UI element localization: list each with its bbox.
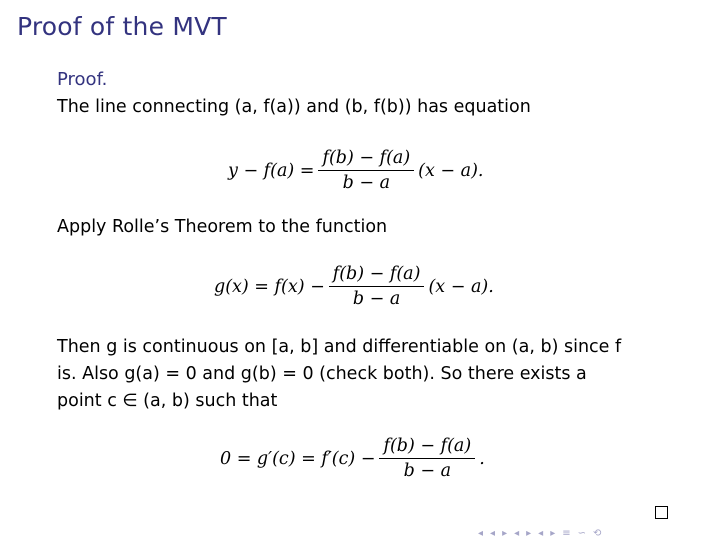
proof-label: Proof. <box>57 69 108 90</box>
equation-line-numerator: f(b) − f(a) <box>318 148 414 171</box>
equation-g-lhs: g(x) = f(x) − <box>214 276 325 297</box>
equation-derivative <box>220 436 485 481</box>
proof-line-5: point c ∈ (a, b) such that <box>57 391 278 411</box>
equation-derivative-rhs: . <box>479 448 485 469</box>
nav-subsection-prev-icon[interactable]: ◂ <box>514 528 520 539</box>
equation-g-numerator: f(b) − f(a) <box>329 264 425 287</box>
qed-box <box>655 506 668 519</box>
equation-line <box>228 148 483 193</box>
nav-subsection-next-icon[interactable]: ▸ <box>526 528 532 539</box>
nav-section-next-icon[interactable]: ▸ <box>550 528 556 539</box>
nav-frame-prev-icon[interactable]: ◂ <box>490 528 496 539</box>
equation-g-fraction <box>329 264 425 309</box>
equation-line-denominator: b − a <box>342 173 391 193</box>
equation-line-rhs: (x − a). <box>418 160 484 181</box>
beamer-navigation-bar <box>478 528 601 539</box>
equation-derivative-numerator: f(b) − f(a) <box>379 436 475 459</box>
nav-search-icon[interactable]: ⟲ <box>593 528 602 539</box>
slide-title: Proof of the MVT <box>17 12 227 41</box>
nav-section-prev-icon[interactable]: ◂ <box>538 528 544 539</box>
equation-g <box>214 264 494 309</box>
equation-line-fraction <box>318 148 414 193</box>
proof-line-3: Then g is continuous on [a, b] and differentiable on (a, b) since f <box>57 337 622 357</box>
equation-derivative-fraction <box>379 436 475 481</box>
proof-line-1: The line connecting (a, f(a)) and (b, f(b)) has equation <box>57 97 531 117</box>
nav-toc-icon[interactable]: ≡ <box>562 528 571 539</box>
nav-frame-next-icon[interactable]: ▸ <box>502 528 508 539</box>
equation-line-lhs: y − f(a) = <box>228 160 315 181</box>
equation-derivative-denominator: b − a <box>403 461 452 481</box>
equation-g-denominator: b − a <box>352 289 401 309</box>
nav-first-icon[interactable]: ◂ <box>478 528 484 539</box>
proof-line-2: Apply Rolle’s Theorem to the function <box>57 217 388 237</box>
equation-derivative-lhs: 0 = g′(c) = f′(c) − <box>220 448 376 469</box>
nav-zoom-icon[interactable]: ∽ <box>577 528 586 539</box>
proof-line-4: is. Also g(a) = 0 and g(b) = 0 (check both). So there exists a <box>57 364 587 384</box>
equation-g-rhs: (x − a). <box>428 276 494 297</box>
